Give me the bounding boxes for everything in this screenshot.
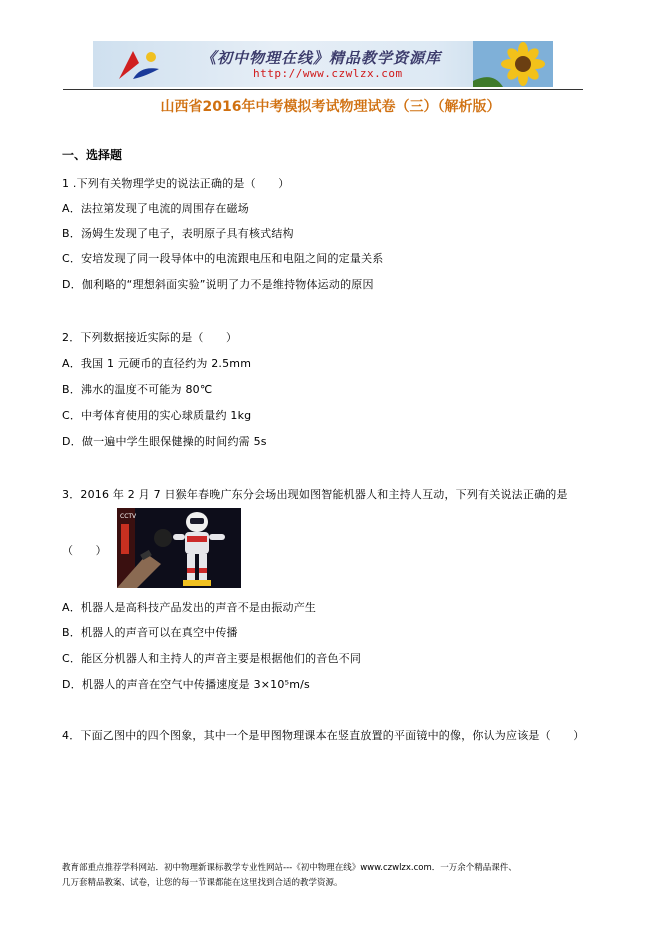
header-banner: [93, 41, 553, 87]
q3-option-c: C．能区分机器人和主持人的声音主要是根据他们的音色不同: [62, 652, 362, 665]
sunflower-icon: [473, 41, 553, 87]
footer-line-2: 几万套精品教案、试卷，让您的每一节课都能在这里找到合适的教学资源。: [62, 878, 343, 888]
q2-option-d: D．做一遍中学生眼保健操的时间约需 5s: [62, 435, 267, 448]
q2-option-b: B．沸水的温度不可能为 80℃: [62, 383, 213, 396]
q1-option-a: A．法拉第发现了电流的周围存在磁场: [62, 202, 249, 215]
page-footer: [62, 861, 602, 891]
q3-option-a: A．机器人是高科技产品发出的声音不是由振动产生: [62, 601, 317, 614]
banner-url: http://www.czwlzx.com: [253, 67, 403, 80]
section-heading: 一、选择题: [62, 148, 123, 162]
q3-option-d: D．机器人的声音在空气中传播速度是 3×10⁵m/s: [62, 678, 310, 691]
robot-photo: [117, 508, 241, 588]
q2-option-a: A．我国 1 元硬币的直径约为 2.5mm: [62, 357, 252, 370]
robot-image-icon: [117, 508, 241, 588]
q2-stem: 2．下列数据接近实际的是（ ）: [62, 331, 238, 344]
q1-stem: 1 .下列有关物理学史的说法正确的是（ ）: [62, 177, 290, 190]
q3-option-b: B．机器人的声音可以在真空中传播: [62, 626, 238, 639]
footer-line-1: 教育部重点推荐学科网站．初中物理新课标教学专业性网站---《初中物理在线》www.czwlzx.com．一万余个精品课件、: [62, 863, 517, 873]
q4-stem: 4．下面乙图中的四个图象，其中一个是甲图物理课本在竖直放置的平面镜中的像，你认为应该是（ ）: [62, 729, 585, 742]
q2-option-c: C．中考体育使用的实心球质量约 1kg: [62, 409, 252, 422]
document-title: 山西省2016年中考模拟考试物理试卷（三）（解析版）: [160, 99, 501, 115]
banner-title: 《初中物理在线》精品教学资源库: [201, 49, 442, 67]
q1-option-b: B．汤姆生发现了电子，表明原子具有核式结构: [62, 227, 294, 240]
q1-option-d: D．伽利略的“理想斜面实验”说明了力不是维持物体运动的原因: [62, 278, 374, 291]
q3-stem: 3．2016 年 2 月 7 日猴年春晚广东分会场出现如图智能机器人和主持人互动，下列有关说法正确的是: [62, 488, 568, 501]
site-logo-icon: [113, 45, 165, 85]
q1-option-c: C．安培发现了同一段导体中的电流跟电压和电阻之间的定量关系: [62, 252, 384, 265]
header-rule: [63, 89, 583, 90]
photo-logo: CCTV: [120, 513, 137, 520]
q3-paren: （ ）: [62, 544, 107, 557]
